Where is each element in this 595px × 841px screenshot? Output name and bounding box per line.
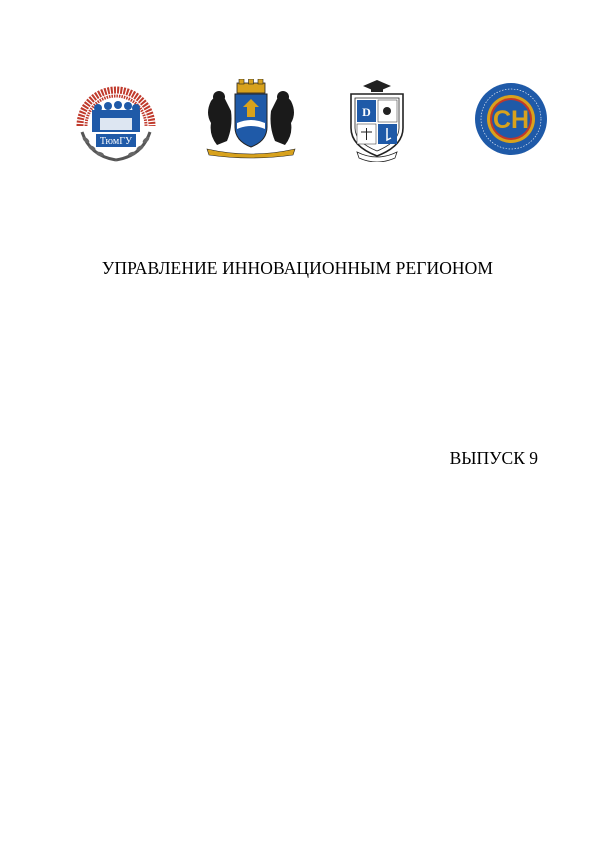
sn-label: СН: [492, 106, 530, 134]
tyumen-coat-of-arms-logo: [197, 79, 305, 159]
tyumgu-emblem-logo: [68, 74, 164, 166]
sn-circle-emblem-logo: [472, 81, 550, 157]
svg-text:D: D: [362, 105, 371, 119]
issue-number: ВЫПУСК 9: [449, 448, 538, 468]
document-title: УПРАВЛЕНИЕ ИННОВАЦИОННЫМ РЕГИОНОМ: [101, 258, 494, 278]
law-institute-emblem-logo: [343, 76, 411, 162]
tyumgu-label: ТюмГУ: [99, 136, 133, 147]
